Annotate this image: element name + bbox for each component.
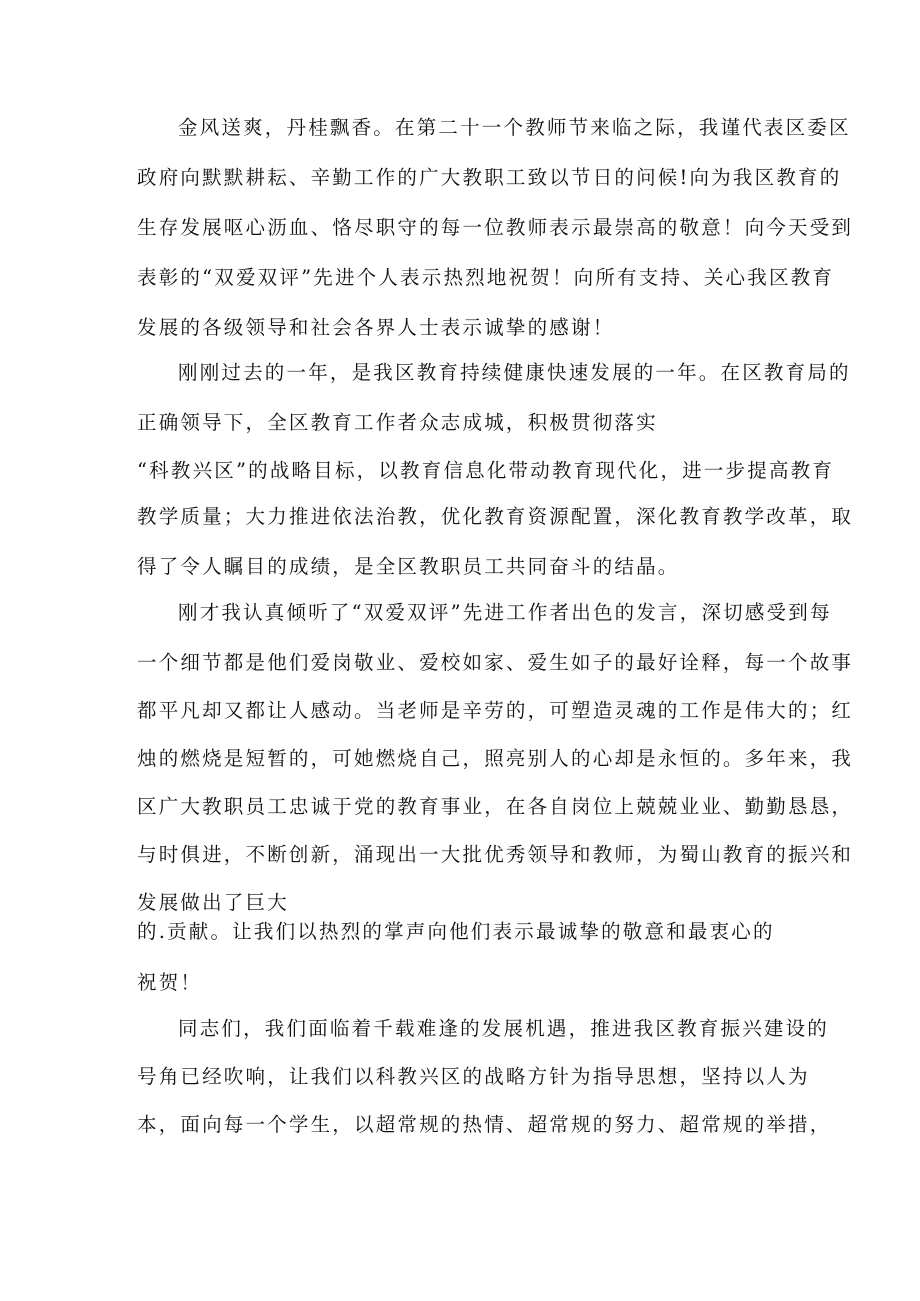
paragraph-4-line-1: 同志们，我们面临着千载难逢的发展机遇，推进我区教育振兴建设的 [178, 1017, 830, 1040]
paragraph-4-line-3: 本，面向每一个学生，以超常规的热情、超常规的努力、超常规的举措， [137, 1113, 832, 1136]
paragraph-1-line-2: 政府向默默耕耘、辛勤工作的广大教职工致以节日的问候!向为我区教育的 [137, 166, 842, 189]
paragraph-2-line-4: 教学质量；大力推进依法治教，优化教育资源配置，深化教育教学改革，取 [137, 505, 854, 528]
paragraph-3-line-2: 一个细节都是他们爱岗敬业、爱校如家、爱生如子的最好诠释，每一个故事 [137, 651, 854, 674]
paragraph-3-line-6: 与时俱进，不断创新，涌现出一大批优秀领导和教师，为蜀山教育的振兴和 [137, 843, 854, 866]
paragraph-3-line-8: 的.贡献。让我们以热烈的掌声向他们表示最诚挚的敬意和最衷心的 [137, 920, 775, 943]
paragraph-1-line-4: 表彰的“双爱双评”先进个人表示热烈地祝贺！向所有支持、关心我区教育 [137, 266, 835, 289]
paragraph-2-line-2: 正确领导下，全区教育工作者众志成城，积极贯彻落实 [137, 411, 658, 434]
paragraph-4-line-2: 号角已经吹响，让我们以科教兴区的战略方针为指导思想，坚持以人为 [137, 1065, 810, 1088]
paragraph-2-line-1: 刚刚过去的一年，是我区教育持续健康快速发展的一年。在区教育局的 [178, 361, 851, 384]
paragraph-2-line-3: “科教兴区”的战略目标，以教育信息化带动教育现代化，进一步提高教育 [137, 459, 835, 482]
paragraph-2-line-5: 得了令人瞩目的成绩，是全区教职员工共同奋斗的结晶。 [137, 555, 680, 578]
paragraph-3-line-3: 都平凡却又都让人感动。当老师是辛劳的，可塑造灵魂的工作是伟大的；红 [137, 699, 854, 722]
paragraph-3-line-9: 祝贺！ [137, 971, 203, 994]
paragraph-3-line-4: 烛的燃烧是短暂的，可她燃烧自己，照亮别人的心却是永恒的。多年来，我 [137, 747, 854, 770]
paragraph-3-line-1: 刚才我认真倾听了“双爱双评”先进工作者出色的发言，深切感受到每 [178, 601, 832, 624]
paragraph-1-line-5: 发展的各级领导和社会各界人士表示诚挚的感谢！ [137, 316, 615, 339]
paragraph-1-line-3: 生存发展呕心沥血、恪尽职守的每一位教师表示最崇高的敬意！向今天受到 [137, 216, 854, 239]
paragraph-3-line-7: 发展做出了巨大 [137, 891, 289, 914]
paragraph-3-line-5: 区广大教职员工忠诚于党的教育事业，在各自岗位上兢兢业业、勤勤恳恳， [137, 795, 854, 818]
paragraph-1-line-1: 金风送爽，丹桂飘香。在第二十一个教师节来临之际，我谨代表区委区 [178, 116, 851, 139]
